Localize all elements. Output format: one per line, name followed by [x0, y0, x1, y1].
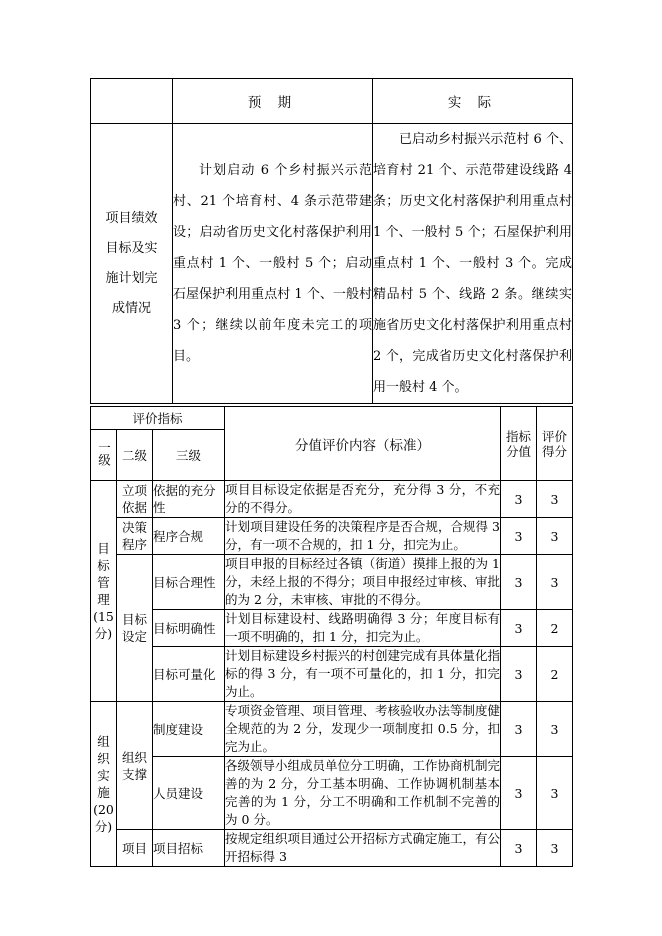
level1-part: 管 — [97, 575, 110, 590]
level2-part: 立项 — [121, 483, 147, 498]
actual-content-cell: 已启动乡村振兴示范村 6 个、培育村 21 个、示范带建设线路 4 条；历史文化村落保护利用重点村 1 个、一般村 5 个；石屋保护利用重点村 1 个、一般村 3 个。完成精品村 5 个、线路 2 条。继续实施省历史文化村落保护利用重点村 2 个，完成省历史文化村落保护利用一般村 4 个。 — [373, 124, 573, 404]
level1-part: (15 — [93, 609, 114, 624]
evaluation-got: 3 — [537, 555, 573, 610]
indicator-score: 3 — [501, 702, 537, 757]
table1-header-expected: 预 期 — [173, 79, 373, 124]
level1-cell-goal-management — [91, 481, 117, 702]
table-row — [91, 610, 573, 647]
level2-cell-goal-setting — [117, 555, 153, 702]
evaluation-got: 3 — [537, 830, 573, 867]
level3-cell: 程序合规 — [153, 518, 225, 555]
table-row — [91, 830, 573, 867]
criteria-content: 项目申报的目标经过各镇（街道）摸排上报的为 1 分，未经上报的不得分；项目申报经过审核、审批的为 2 分，未审核、审批的不得分。 — [225, 555, 501, 610]
level3-cell: 目标合理性 — [153, 555, 225, 610]
performance-goal-table — [90, 78, 573, 404]
evaluation-got: 3 — [537, 481, 573, 518]
table1-header-actual: 实 际 — [373, 79, 573, 124]
criteria-content: 各级领导小组成员单位分工明确，工作协商机制完善的为 2 分，分工基本明确、工作协调机制基本完善的为 1 分，分工不明确和工作机制不完善的为 0 分。 — [225, 757, 501, 830]
level3-cell: 项目招标 — [153, 830, 225, 867]
indicator-score: 3 — [501, 518, 537, 555]
table1-row-label — [91, 124, 173, 404]
table-row — [91, 518, 573, 555]
level2-part: 依据 — [121, 500, 147, 515]
criteria-content: 计划项目建设任务的决策程序是否合规，合规得 3 分，有一项不合规的，扣 1 分，扣完为止。 — [225, 518, 501, 555]
indicator-score: 3 — [501, 481, 537, 518]
indicator-score: 3 — [501, 757, 537, 830]
row-label-line-3: 施计划完 — [105, 270, 158, 286]
evaluation-indicator-table — [90, 406, 573, 867]
row-label-line-4: 成情况 — [111, 300, 151, 316]
header-level1 — [91, 430, 117, 481]
indicator-score: 3 — [501, 610, 537, 647]
level1-part: 分) — [94, 819, 113, 834]
criteria-content: 专项资金管理、项目管理、考核验收办法等制度健全规范的为 2 分，发现少一项制度扣 0.5 分，扣完为止。 — [225, 702, 501, 757]
level2-part: 项目 — [121, 840, 147, 856]
indicator-score: 3 — [501, 647, 537, 702]
level1-part: 组 — [97, 734, 110, 749]
level1-part: 织 — [97, 751, 110, 766]
indicator-score: 3 — [501, 555, 537, 610]
evaluation-got: 3 — [537, 702, 573, 757]
level2-part: 组织 — [121, 749, 147, 765]
level2-cell — [117, 830, 153, 867]
level1-part: 理 — [97, 592, 110, 607]
level3-cell: 目标可量化 — [153, 647, 225, 702]
evaluation-got: 2 — [537, 610, 573, 647]
level2-cell-organization-support — [117, 702, 153, 830]
level3-cell: 制度建设 — [153, 702, 225, 757]
level2-part: 目标 — [121, 612, 147, 627]
table-row — [91, 79, 573, 124]
level3-cell: 目标明确性 — [153, 610, 225, 647]
evaluation-got: 2 — [537, 647, 573, 702]
header-got-line-1: 评价 — [542, 428, 568, 444]
level2-part: 决策 — [121, 520, 147, 535]
header-evaluation-got — [537, 407, 573, 481]
level1-part: 实 — [97, 768, 110, 783]
table-row — [91, 481, 573, 518]
table-row — [91, 555, 573, 610]
header-content: 分值评价内容（标准） — [225, 407, 501, 481]
level3-cell: 依据的充分性 — [153, 481, 225, 518]
indicator-score: 3 — [501, 830, 537, 867]
evaluation-got: 3 — [537, 757, 573, 830]
row-label-line-1: 项目绩效 — [105, 210, 158, 226]
level1-part: 施 — [97, 785, 110, 800]
criteria-content: 项目目标设定依据是否充分，充分得 3 分，不充分的不得分。 — [225, 481, 501, 518]
table-row — [91, 702, 573, 757]
header-got-line-2: 得分 — [542, 443, 568, 459]
level2-part: 设定 — [121, 629, 147, 644]
header-score-line-1: 指标 — [506, 428, 532, 444]
evaluation-got: 3 — [537, 518, 573, 555]
level1-part: 分) — [94, 626, 113, 641]
table-header-row-top — [91, 407, 573, 430]
table-row — [91, 757, 573, 830]
level1-part: 标 — [97, 558, 110, 573]
level3-cell: 人员建设 — [153, 757, 225, 830]
criteria-content: 按规定组织项目通过公开招标方式确定施工，有公开招标得 3 — [225, 830, 501, 867]
row-label-line-2: 目标及实 — [105, 240, 158, 256]
header-indicator-score — [501, 407, 537, 481]
level1-part: 目 — [97, 541, 110, 556]
level1-cell-organization-implementation — [91, 702, 117, 867]
table1-corner-cell — [91, 79, 173, 124]
expected-content-cell: 计划启动 6 个乡村振兴示范村、21 个培育村、4 条示范带建设；启动省历史文化村落保护利用重点村 1 个、一般村 5 个；启动石屋保护利用重点村 1 个、一般村 3 个；继续以前年度未完工的项目。 — [173, 124, 373, 404]
criteria-content: 计划目标建设村、线路明确得 3 分；年度目标有一项不明确的，扣 1 分，扣完为止。 — [225, 610, 501, 647]
header-level2: 二级 — [117, 430, 153, 481]
level2-part: 程序 — [121, 537, 147, 552]
header-indicator-group: 评价指标 — [91, 407, 225, 430]
level1-part: (20 — [93, 802, 114, 817]
table-row — [91, 647, 573, 702]
header-level3: 三级 — [153, 430, 225, 481]
level2-cell — [117, 481, 153, 518]
criteria-content: 计划目标建设乡村振兴的村创建完成有具体量化指标的得 3 分，有一项不可量化的，扣 1 分，扣完为止。 — [225, 647, 501, 702]
level2-part: 支撑 — [121, 766, 147, 782]
level2-cell — [117, 518, 153, 555]
header-level1-text: 一级 — [96, 441, 112, 466]
table-row — [91, 124, 573, 404]
header-score-line-2: 分值 — [506, 443, 532, 459]
